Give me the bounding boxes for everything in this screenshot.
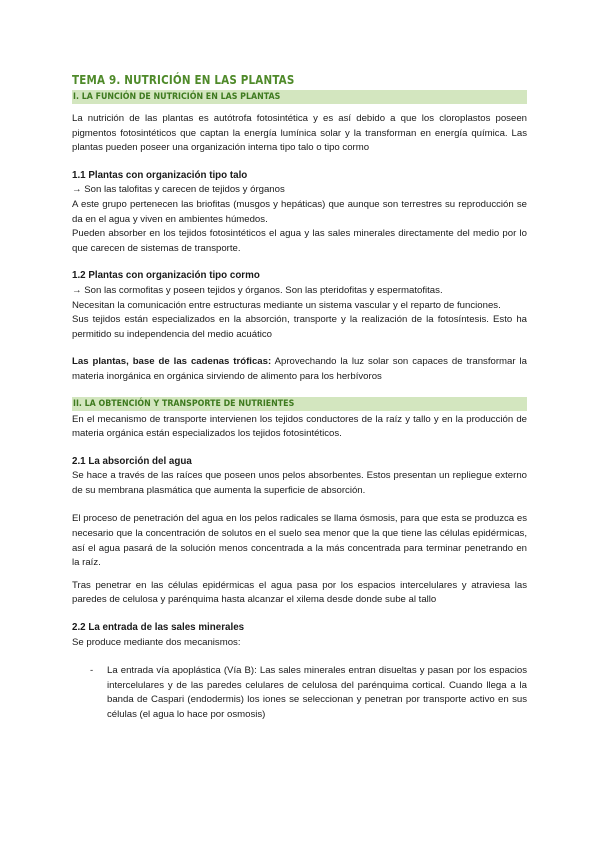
section-2-heading: II. LA OBTENCIÓN Y TRANSPORTE DE NUTRIENTES	[73, 397, 295, 409]
subsection-1-2-paragraph-1: Necesitan la comunicación entre estructuras mediante un sistema vascular y el reparto de funciones.	[72, 299, 501, 311]
subsection-1-1-paragraph-2: Pueden absorber en los tejidos fotosintéticos el agua y las sales minerales directamente del medio por lo que carecen de sistemas de transporte.	[72, 228, 527, 254]
subsection-2-1-paragraph-2: El proceso de penetración del agua en los pelos radicales se llama ósmosis, para que esta se produzca es necesario que la concentración de solutos en el suelo sea menor que la que tiene las células epidérmicas, así el agua pasará de la solución menos concentrada a la más concentrada para terminar penetrando en la raíz.	[72, 513, 527, 569]
subsection-2-1-paragraph-1: Se hace a través de las raíces que poseen unos pelos absorbentes. Estos presentan un repliegue externo de su membrana plasmática que aumenta la superficie de absorción.	[72, 470, 527, 496]
subsection-1-1-heading: 1.1 Plantas con organización tipo talo	[72, 169, 248, 181]
subsection-1-1-paragraph-1: A este grupo pertenecen las briofitas (musgos y hepáticas) que aunque son terrestres su reproducción se da en el agua y viven en ambientes húmedos.	[72, 198, 527, 225]
trophic-paragraph	[72, 355, 527, 384]
subsection-1-2-paragraph-2: Sus tejidos están especializados en la absorción, transporte y la realización de la fotosíntesis. Esto ha permitido su independencia del medio acuático	[72, 314, 527, 340]
subsection-2-2-heading: 2.2 La entrada de las sales minerales	[72, 622, 245, 634]
list-dash: -	[90, 665, 94, 677]
trophic-text: Aprovechando la luz solar son capaces de transformar la materia inorgánica en orgánica sirviendo de alimento para los herbívoros	[72, 356, 527, 382]
section-2-intro: En el mecanismo de transporte intervienen los tejidos conductores de la raíz y tallo y en la producción de materia orgánica están especializados los tejidos fotosintéticos.	[72, 413, 527, 440]
section-1-heading-band	[72, 90, 527, 104]
subsection-1-1-arrow-line: → Son las talofitas y carecen de tejidos y órganos	[72, 184, 285, 196]
subsection-1-2-heading: 1.2 Plantas con organización tipo cormo	[72, 270, 260, 282]
section-1-heading: I. LA FUNCIÓN DE NUTRICIÓN EN LAS PLANTAS	[73, 91, 281, 102]
list-item-text: La entrada vía apoplástica (Vía B): Las sales minerales entran disueltas y pasan por los espacios intercelulares y de las paredes celulares de celulosa del parénquima cortical. Cuando llega a la banda de Caspari (endodermis) los iones se seleccionan y penetran por transporte activo en sus células (el agua lo hace por osmosis)	[107, 665, 527, 720]
trophic-bold-lead: Las plantas, base de las cadenas tróficas:	[72, 356, 272, 368]
subsection-2-2-paragraph-1: Se produce mediante dos mecanismos:	[72, 636, 241, 648]
subsection-2-1-heading: 2.1 La absorción del agua	[72, 455, 192, 467]
list-item	[72, 664, 527, 722]
document-title: TEMA 9. NUTRICIÓN EN LAS PLANTAS	[72, 72, 295, 87]
subsection-1-2-arrow-line: → Son las cormofitas y poseen tejidos y órganos. Son las pteridofitas y espermatofitas.	[72, 284, 443, 296]
section-2-heading-band	[72, 397, 527, 411]
section-1-intro: La nutrición de las plantas es autótrofa fotosintética y es así debido a que los cloroplastos poseen pigmentos fotosintéticos que captan la energía lumínica solar y la transforman en energía química. Las plantas pueden poseer una organización interna tipo talo o tipo cormo	[72, 113, 527, 154]
subsection-2-1-paragraph-3: Tras penetrar en las células epidérmicas el agua pasa por los espacios intercelulares y atraviesa las paredes de celulosa y parénquima hasta alcanzar el xilema desde donde sube al tallo	[72, 579, 527, 606]
page-content	[72, 72, 527, 723]
